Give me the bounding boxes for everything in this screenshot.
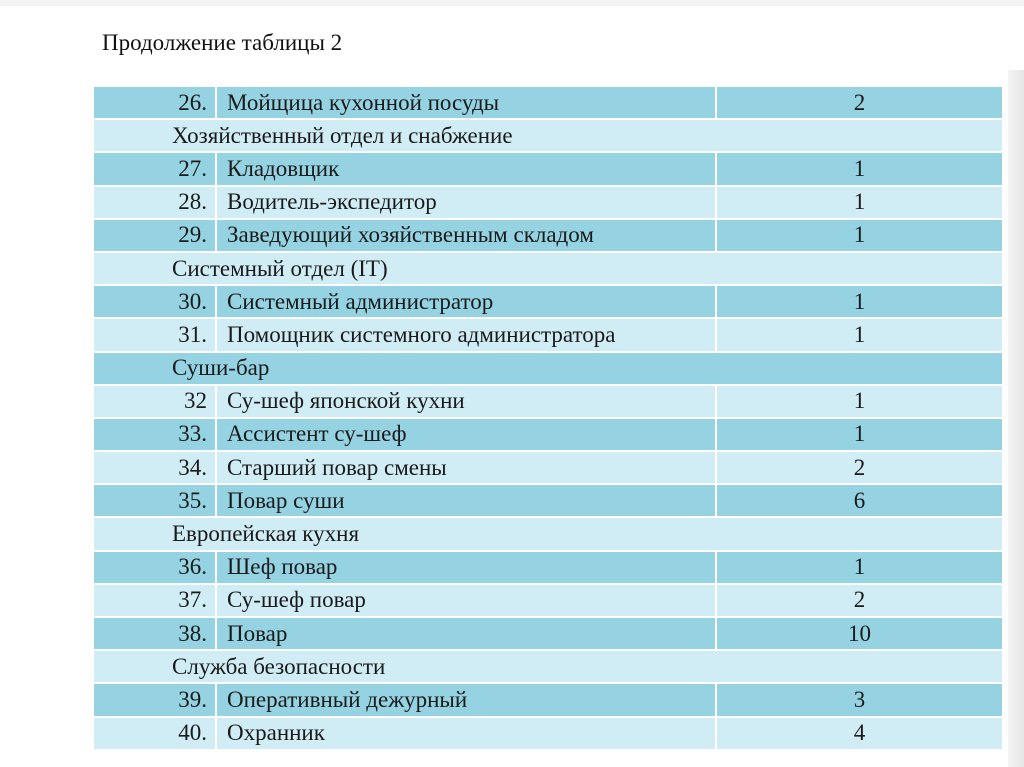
- table-row: [93, 551, 1003, 584]
- position-name: Оперативный дежурный: [216, 683, 716, 716]
- table-row: [93, 584, 1003, 617]
- staff-count: 6: [716, 484, 1003, 517]
- staff-count: 1: [716, 219, 1003, 252]
- position-name: Повар: [216, 617, 716, 650]
- table-row: [93, 451, 1003, 484]
- position-name: Охранник: [216, 717, 716, 750]
- position-name: Заведующий хозяйственным складом: [216, 219, 716, 252]
- row-number: 29.: [93, 219, 216, 252]
- table-row: [93, 186, 1003, 219]
- position-name: Шеф повар: [216, 551, 716, 584]
- staff-table-body: [93, 86, 1003, 750]
- staff-table: [92, 85, 1004, 751]
- row-number: 37.: [93, 584, 216, 617]
- section-row: [93, 352, 1003, 385]
- section-title: Европейская кухня: [93, 517, 1003, 550]
- table-caption: Продолжение таблицы 2: [102, 30, 343, 55]
- table-row: [93, 484, 1003, 517]
- page-top-edge: [0, 0, 1024, 6]
- staff-count: 1: [716, 418, 1003, 451]
- section-row: [93, 650, 1003, 683]
- staff-count: 2: [716, 86, 1003, 119]
- position-name: Старший повар смены: [216, 451, 716, 484]
- position-name: Су-шеф повар: [216, 584, 716, 617]
- position-name: Ассистент су-шеф: [216, 418, 716, 451]
- row-number: 26.: [93, 86, 216, 119]
- table-row: [93, 219, 1003, 252]
- staff-count: 2: [716, 584, 1003, 617]
- table-row: [93, 152, 1003, 185]
- row-number: 39.: [93, 683, 216, 716]
- staff-count: 10: [716, 617, 1003, 650]
- table-row: [93, 418, 1003, 451]
- table-row: [93, 285, 1003, 318]
- row-number: 28.: [93, 186, 216, 219]
- section-row: [93, 119, 1003, 152]
- position-name: Су-шеф японской кухни: [216, 385, 716, 418]
- position-name: Помощник системного администратора: [216, 318, 716, 351]
- staff-count: 2: [716, 451, 1003, 484]
- staff-count: 1: [716, 551, 1003, 584]
- table-row: [93, 683, 1003, 716]
- position-name: Кладовщик: [216, 152, 716, 185]
- row-number: 38.: [93, 617, 216, 650]
- section-title: Системный отдел (IT): [93, 252, 1003, 285]
- position-name: Повар суши: [216, 484, 716, 517]
- staff-count: 1: [716, 318, 1003, 351]
- page-right-edge: [1008, 70, 1024, 767]
- row-number: 30.: [93, 285, 216, 318]
- staff-count: 1: [716, 385, 1003, 418]
- position-name: Мойщица кухонной посуды: [216, 86, 716, 119]
- table-row: [93, 86, 1003, 119]
- table-row: [93, 318, 1003, 351]
- table-row: [93, 617, 1003, 650]
- section-row: [93, 517, 1003, 550]
- table-row: [93, 385, 1003, 418]
- section-title: Хозяйственный отдел и снабжение: [93, 119, 1003, 152]
- staff-count: 3: [716, 683, 1003, 716]
- staff-count: 1: [716, 186, 1003, 219]
- table-row: [93, 717, 1003, 750]
- staff-count: 4: [716, 717, 1003, 750]
- section-title: Суши-бар: [93, 352, 1003, 385]
- row-number: 40.: [93, 717, 216, 750]
- position-name: Водитель-экспедитор: [216, 186, 716, 219]
- section-row: [93, 252, 1003, 285]
- row-number: 32: [93, 385, 216, 418]
- row-number: 36.: [93, 551, 216, 584]
- row-number: 27.: [93, 152, 216, 185]
- row-number: 35.: [93, 484, 216, 517]
- row-number: 33.: [93, 418, 216, 451]
- row-number: 34.: [93, 451, 216, 484]
- staff-count: 1: [716, 285, 1003, 318]
- position-name: Системный администратор: [216, 285, 716, 318]
- staff-count: 1: [716, 152, 1003, 185]
- section-title: Служба безопасности: [93, 650, 1003, 683]
- row-number: 31.: [93, 318, 216, 351]
